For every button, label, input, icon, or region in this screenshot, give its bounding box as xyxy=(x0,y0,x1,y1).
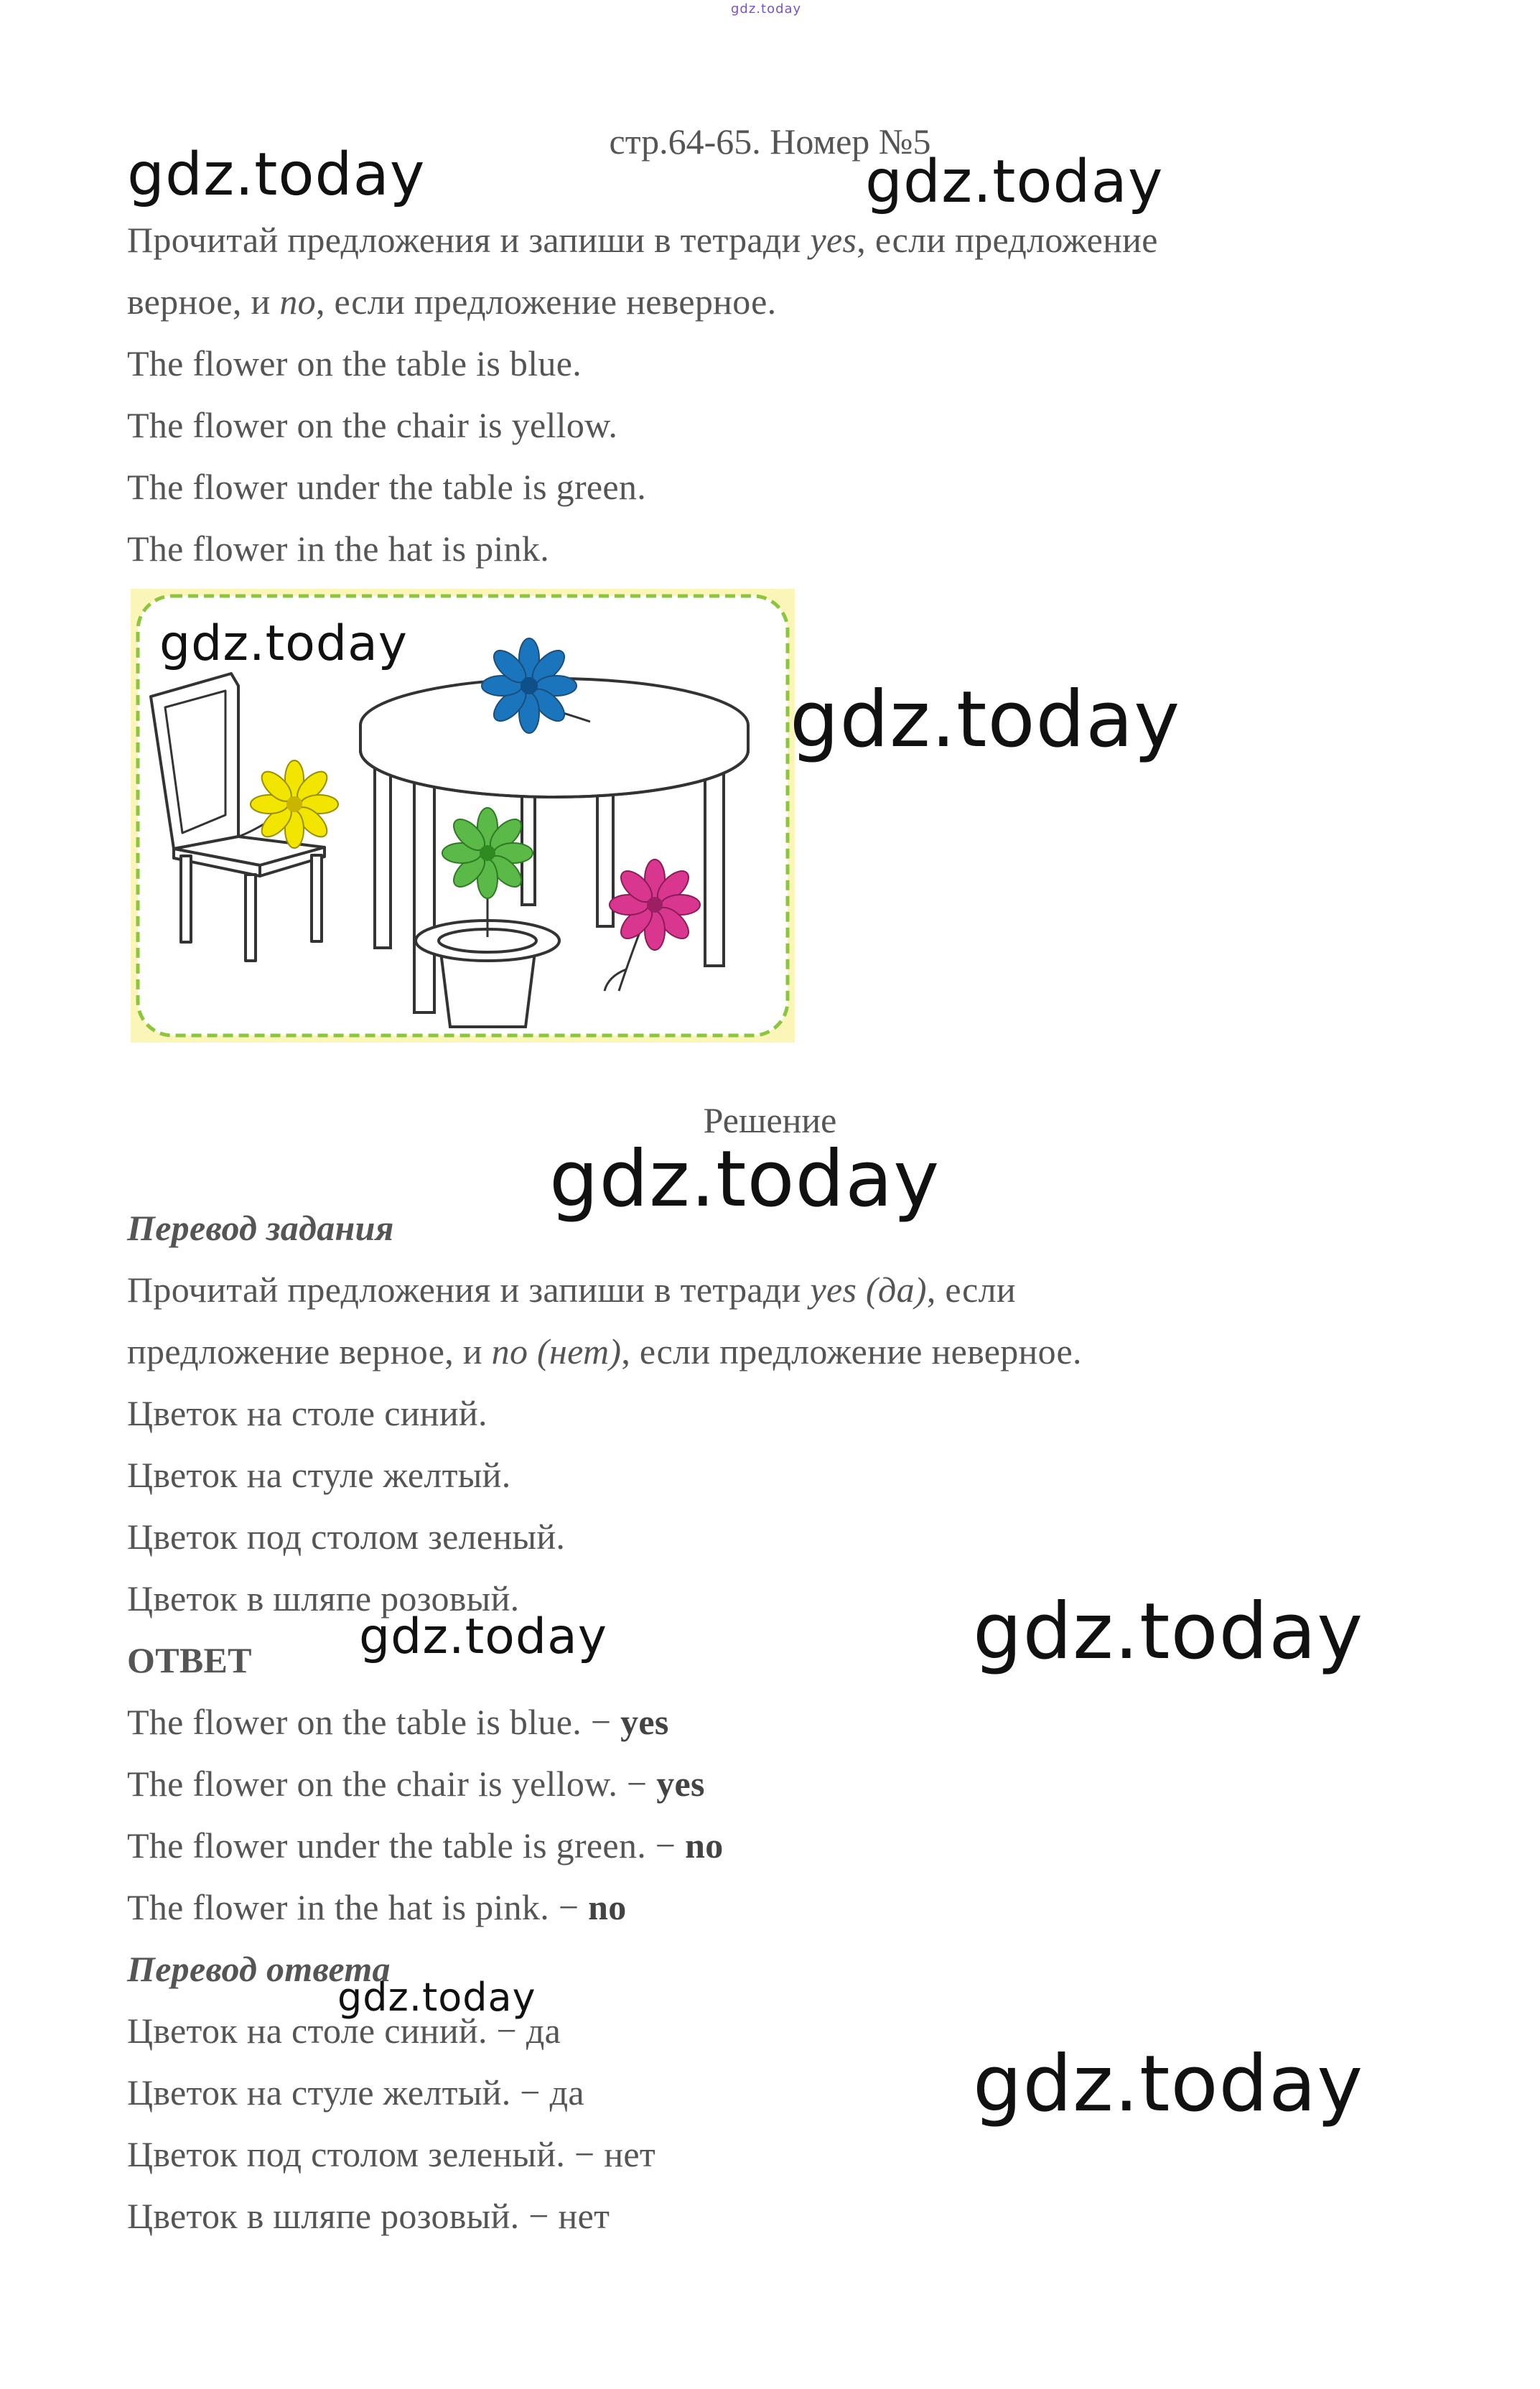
answer-line: The flower on the table is blue. − yes xyxy=(127,1702,669,1742)
watermark: gdz.today xyxy=(973,1587,1364,1677)
answer-title: ОТВЕТ xyxy=(127,1640,252,1680)
watermark: gdz.today xyxy=(865,148,1164,216)
translation-intro-line-1: Прочитай предложения и запиши в тетради yes (да), если xyxy=(127,1270,1016,1310)
task-sentence: The flower in the hat is pink. xyxy=(127,528,550,569)
translated-sentence: Цветок под столом зеленый. xyxy=(127,1517,566,1557)
answer-translation-line: Цветок в шляпе розовый. − нет xyxy=(127,2196,610,2236)
watermark: gdz.today xyxy=(159,615,408,672)
watermark: gdz.today xyxy=(790,675,1181,765)
watermark-top: gdz.today xyxy=(731,1,802,17)
task-intro-line-2: верное, и no, если предложение неверное. xyxy=(127,281,777,322)
watermark: gdz.today xyxy=(973,2039,1364,2129)
answer-line: The flower in the hat is pink. − no xyxy=(127,1887,627,1927)
watermark: gdz.today xyxy=(127,141,426,209)
page-title: стр.64-65. Номер №5 xyxy=(609,121,931,162)
watermark: gdz.today xyxy=(337,1975,536,2020)
watermark: gdz.today xyxy=(549,1135,941,1224)
solution-title: Решение xyxy=(703,1100,837,1140)
answer-translation-line: Цветок под столом зеленый. − нет xyxy=(127,2134,656,2174)
task-sentence: The flower on the chair is yellow. xyxy=(127,405,618,445)
task-intro-line-1: Прочитай предложения и запиши в тетради yes, если предложение xyxy=(127,220,1158,260)
translated-sentence: Цветок на столе синий. xyxy=(127,1393,487,1433)
answer-line: The flower on the chair is yellow. − yes xyxy=(127,1764,705,1804)
translated-sentence: Цветок на стуле желтый. xyxy=(127,1455,511,1495)
answer-line: The flower under the table is green. − no xyxy=(127,1825,724,1866)
translated-sentence: Цветок в шляпе розовый. xyxy=(127,1578,520,1619)
watermark: gdz.today xyxy=(359,1608,607,1665)
task-sentence: The flower on the table is blue. xyxy=(127,343,582,383)
answer-translation-line: Цветок на столе синий. − да xyxy=(127,2011,561,2051)
translation-title: Перевод задания xyxy=(127,1208,394,1248)
task-sentence: The flower under the table is green. xyxy=(127,467,647,507)
translation-intro-line-2: предложение верное, и no (нет), если предложение неверное. xyxy=(127,1331,1082,1372)
answer-translation-title: Перевод ответа xyxy=(127,1949,391,1989)
answer-translation-line: Цветок на стуле желтый. − да xyxy=(127,2072,584,2113)
